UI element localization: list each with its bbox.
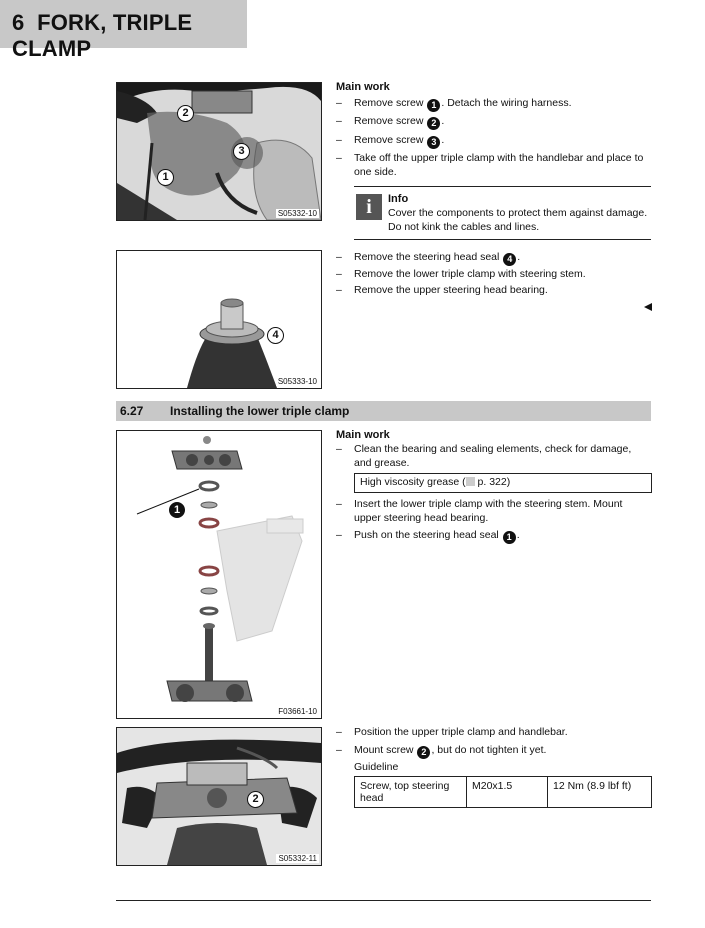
info-title: Info — [388, 193, 409, 205]
install-step: – Push on the steering head seal 1 . — [336, 529, 520, 542]
figure-upper-clamp-install — [116, 727, 322, 866]
exploded-view-illustration — [117, 431, 321, 718]
removal-step: – Remove screw 2 . — [336, 115, 445, 128]
info-bottom-rule — [354, 239, 651, 240]
section-header — [116, 401, 651, 421]
callout-2: 2 — [247, 791, 264, 808]
callout-4: 4 — [267, 327, 284, 344]
main-work-heading: Main work — [336, 429, 390, 441]
main-work-heading: Main work — [336, 81, 390, 93]
callout-3: 3 — [233, 143, 250, 160]
figure-label: S05333-10 — [277, 377, 317, 386]
figure-exploded-view — [116, 430, 322, 719]
removal-step: – Take off the upper triple clamp with the handlebar and place to one side. — [336, 152, 644, 178]
table-cell: M20x1.5 — [467, 777, 548, 807]
info-text: Cover the components to protect them against damage. Do not kink the cables and lines. — [388, 207, 648, 233]
section-title: Installing the lower triple clamp — [170, 404, 350, 418]
removal-step: – Remove screw 1 . Detach the wiring harness. — [336, 97, 572, 110]
guideline-label: Guideline — [354, 761, 399, 773]
table-cell: Screw, top steering head — [355, 777, 467, 807]
removal-step: – Remove screw 3 . — [336, 134, 445, 147]
table-cell: 12 Nm (8.9 lbf ft) — [553, 780, 632, 792]
figure-upper-clamp — [116, 82, 322, 221]
end-marker-icon — [644, 303, 652, 311]
chapter-header — [0, 0, 247, 61]
section-number: 6.27 — [120, 404, 144, 418]
figure-label: F03661-10 — [278, 707, 317, 716]
figure-steering-head-seal — [116, 250, 322, 389]
figure-label: S05332-10 — [277, 209, 317, 218]
removal-step: – Remove the steering head seal 4 . — [336, 251, 521, 264]
figure-label: S05332-11 — [278, 854, 317, 863]
callout-1: 1 — [169, 502, 185, 518]
page-ref-icon — [466, 477, 475, 486]
footer-rule — [116, 900, 651, 901]
info-top-rule — [354, 186, 651, 187]
torque-table — [354, 776, 652, 808]
chapter-title: 6 FORK, TRIPLE CLAMP — [12, 10, 193, 61]
callout-1: 1 — [157, 169, 174, 186]
install-step: – Clean the bearing and sealing elements, check for damage, and grease. — [336, 443, 632, 469]
handlebar-illustration — [117, 728, 321, 865]
steering-head-illustration — [117, 251, 321, 388]
upper-clamp-illustration — [117, 83, 321, 220]
removal-step: – Remove the lower triple clamp with steering stem. — [336, 268, 586, 280]
install-step: – Mount screw 2 , but do not tighten it yet. — [336, 744, 547, 757]
install-step: – Insert the lower triple clamp with the steering stem. Mount upper steering head bearing. — [336, 498, 623, 524]
install-step: – Position the upper triple clamp and handlebar. — [336, 726, 568, 738]
callout-2: 2 — [177, 105, 194, 122]
removal-step: – Remove the upper steering head bearing. — [336, 284, 548, 296]
info-icon: i — [356, 194, 382, 220]
grease-box: High viscosity grease ( p. 322) — [354, 473, 652, 493]
